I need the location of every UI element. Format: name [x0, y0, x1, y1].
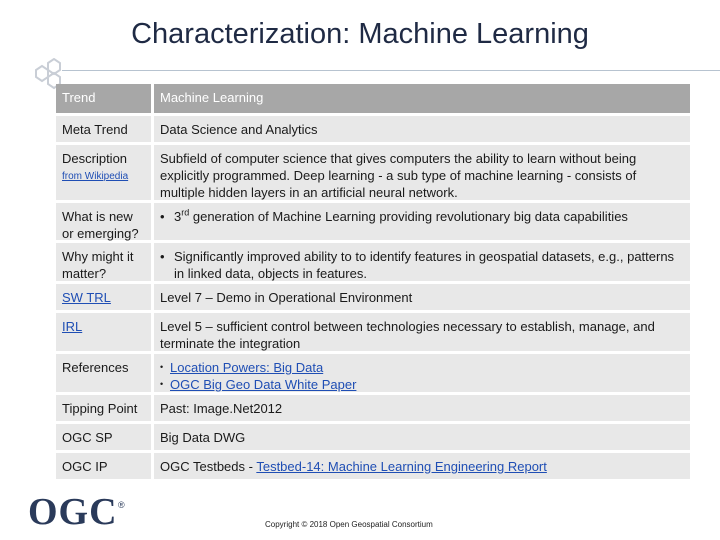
row-value: Big Data DWG [154, 424, 690, 450]
bullet-icon: • [160, 249, 165, 264]
table-row [56, 424, 690, 450]
copyright-text: Copyright © 2018 Open Geospatial Consortium [265, 520, 433, 529]
table-row [56, 243, 690, 281]
bullet-icon: • [160, 362, 164, 372]
row-value-cell [154, 203, 690, 240]
row-label-cell [56, 284, 151, 310]
row-value: 3rd generation of Machine Learning providing revolutionary big data capabilities [174, 207, 628, 224]
reference-link-location-powers[interactable]: Location Powers: Big Data [170, 360, 324, 375]
row-value-cell [154, 453, 690, 479]
row-label: Tipping Point [56, 395, 151, 421]
testbed-link[interactable]: Testbed-14: Machine Learning Engineering Report [256, 459, 547, 474]
row-value: Past: Image.Net2012 [154, 395, 690, 421]
bullet-icon: • [160, 379, 164, 389]
ogc-logo: OGC [28, 491, 118, 533]
registered-mark: ® [118, 500, 125, 510]
row-value: Level 7 – Demo in Operational Environment [154, 284, 690, 310]
row-label: Meta Trend [56, 116, 151, 142]
header-label: Trend [56, 84, 151, 113]
row-value: Level 5 – sufficient control between technologies necessary to establish, manage, and terminate the integration [154, 313, 690, 351]
row-label-cell [56, 313, 151, 351]
irl-link[interactable]: IRL [62, 319, 83, 334]
row-label-cell [56, 145, 151, 200]
row-label: OGC SP [56, 424, 151, 450]
row-label: References [56, 354, 151, 392]
row-label: Why might it matter? [56, 243, 151, 281]
header-value: Machine Learning [154, 84, 690, 113]
table-row [56, 395, 690, 421]
table-row [56, 453, 690, 479]
wikipedia-link[interactable]: from Wikipedia [62, 171, 129, 182]
row-value: Data Science and Analytics [154, 116, 690, 142]
row-value-prefix: OGC Testbeds - [160, 459, 257, 474]
title-rule [62, 70, 720, 71]
row-label: OGC IP [56, 453, 151, 479]
row-value-cell [154, 243, 690, 281]
sw-trl-link[interactable]: SW TRL [62, 290, 111, 305]
table-row [56, 203, 690, 240]
row-value: Subfield of computer science that gives computers the ability to learn without being explicitly programmed. Deep learning - a sub type of machine learning - consists of multiple hidden layers in an artificial neural network. [154, 145, 690, 200]
table-row [56, 145, 690, 200]
row-value-cell [154, 354, 690, 392]
table-row [56, 354, 690, 392]
reference-link-white-paper[interactable]: OGC Big Geo Data White Paper [170, 377, 357, 392]
row-label: What is new or emerging? [56, 203, 151, 240]
row-label: Description [62, 151, 128, 166]
characterization-table [56, 84, 690, 482]
table-row [56, 313, 690, 351]
table-row [56, 116, 690, 142]
table-header-row [56, 84, 690, 113]
slide-title: Characterization: Machine Learning [131, 18, 589, 50]
row-value: Significantly improved ability to to identify features in geospatial datasets, e.g., patterns in linked data, objects in features. [174, 249, 675, 281]
bullet-icon: • [160, 209, 165, 224]
table-row [56, 284, 690, 310]
